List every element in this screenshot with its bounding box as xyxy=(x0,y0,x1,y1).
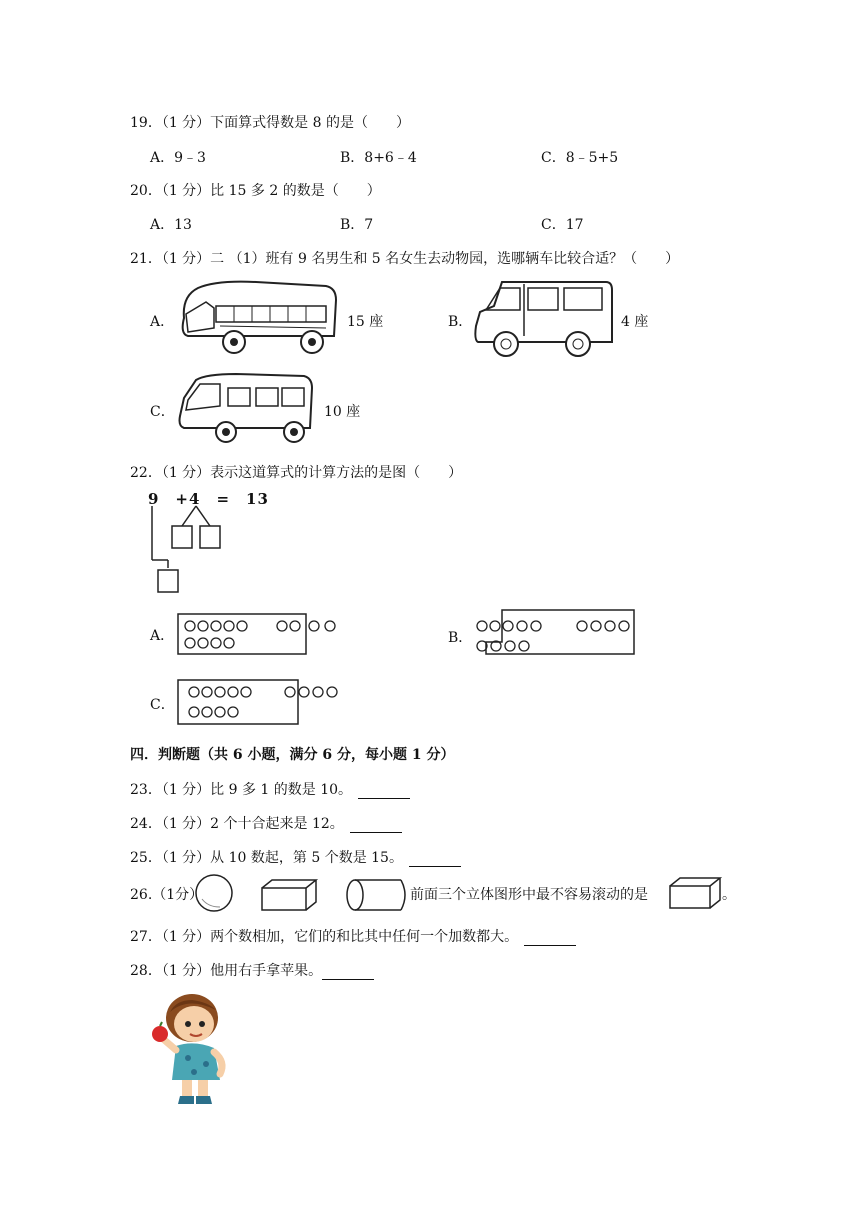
q20-option-a[interactable]: A．13 xyxy=(150,217,192,233)
cylinder-icon xyxy=(345,878,411,912)
q22-figure-c xyxy=(176,678,340,726)
q19-option-b[interactable]: B．8+6﹣4 xyxy=(340,150,417,166)
q21-seats-c: 10 座 xyxy=(324,404,361,420)
q21-option-a[interactable]: A． xyxy=(150,314,175,330)
q22-equation: 9 +4 = 13 xyxy=(148,490,269,508)
q22-option-c[interactable]: C． xyxy=(150,697,175,713)
bus-icon xyxy=(176,278,340,356)
q19-option-a[interactable]: A．9﹣3 xyxy=(150,150,206,166)
q22-figure-b xyxy=(472,608,636,658)
section-title: 四．判断题（共 6 小题，满分 6 分，每小题 1 分） xyxy=(130,747,455,763)
q28-answer-blank[interactable] xyxy=(322,965,374,980)
q23-stem: 23．（1 分）比 9 多 1 的数是 10。 xyxy=(130,779,410,799)
cuboid-icon xyxy=(260,878,320,912)
q19-stem: 19．（1 分）下面算式得数是 8 的是（ ） xyxy=(130,115,410,131)
q25-answer-blank[interactable] xyxy=(409,852,461,867)
q27-stem: 27．（1 分）两个数相加，它们的和比其中任何一个加数都大。 xyxy=(130,926,576,946)
q26-text: 前面三个立体图形中最不容易滚动的是 xyxy=(410,887,648,903)
q19-option-c[interactable]: C．8﹣5+5 xyxy=(541,150,619,166)
q27-answer-blank[interactable] xyxy=(524,931,576,946)
minibus-icon xyxy=(176,370,316,446)
q24-stem: 24．（1 分）2 个十合起来是 12。 xyxy=(130,813,402,833)
q21-option-c[interactable]: C． xyxy=(150,404,175,420)
q23-answer-blank[interactable] xyxy=(358,784,410,799)
q21-option-b[interactable]: B． xyxy=(448,314,473,330)
q22-stem: 22．（1 分）表示这道算式的计算方法的是图（ ） xyxy=(130,465,463,481)
sphere-icon xyxy=(194,873,234,913)
q22-option-b[interactable]: B． xyxy=(448,630,473,646)
cuboid-answer-icon[interactable] xyxy=(668,876,724,910)
q22-split-diagram xyxy=(146,504,226,596)
q20-option-b[interactable]: B．7 xyxy=(340,217,374,233)
van-icon xyxy=(472,276,614,358)
q20-stem: 20．（1 分）比 15 多 2 的数是（ ） xyxy=(130,183,381,199)
q26-end: 。 xyxy=(722,887,736,903)
q22-option-a[interactable]: A． xyxy=(150,628,175,644)
q28-stem: 28．（1 分）他用右手拿苹果。 xyxy=(130,960,374,980)
q25-stem: 25．（1 分）从 10 数起，第 5 个数是 15。 xyxy=(130,847,461,867)
q21-seats-a: 15 座 xyxy=(347,314,384,330)
q21-seats-b: 4 座 xyxy=(621,314,649,330)
q22-figure-a xyxy=(176,612,340,656)
q24-answer-blank[interactable] xyxy=(350,818,402,833)
q26-prefix: 26.（1分） xyxy=(130,887,204,903)
q20-option-c[interactable]: C．17 xyxy=(541,217,584,233)
q21-stem: 21．（1 分）二 （1）班有 9 名男生和 5 名女生去动物园，选哪辆车比较合适？（ ） xyxy=(130,251,680,267)
boy-with-apple-icon xyxy=(148,992,236,1108)
